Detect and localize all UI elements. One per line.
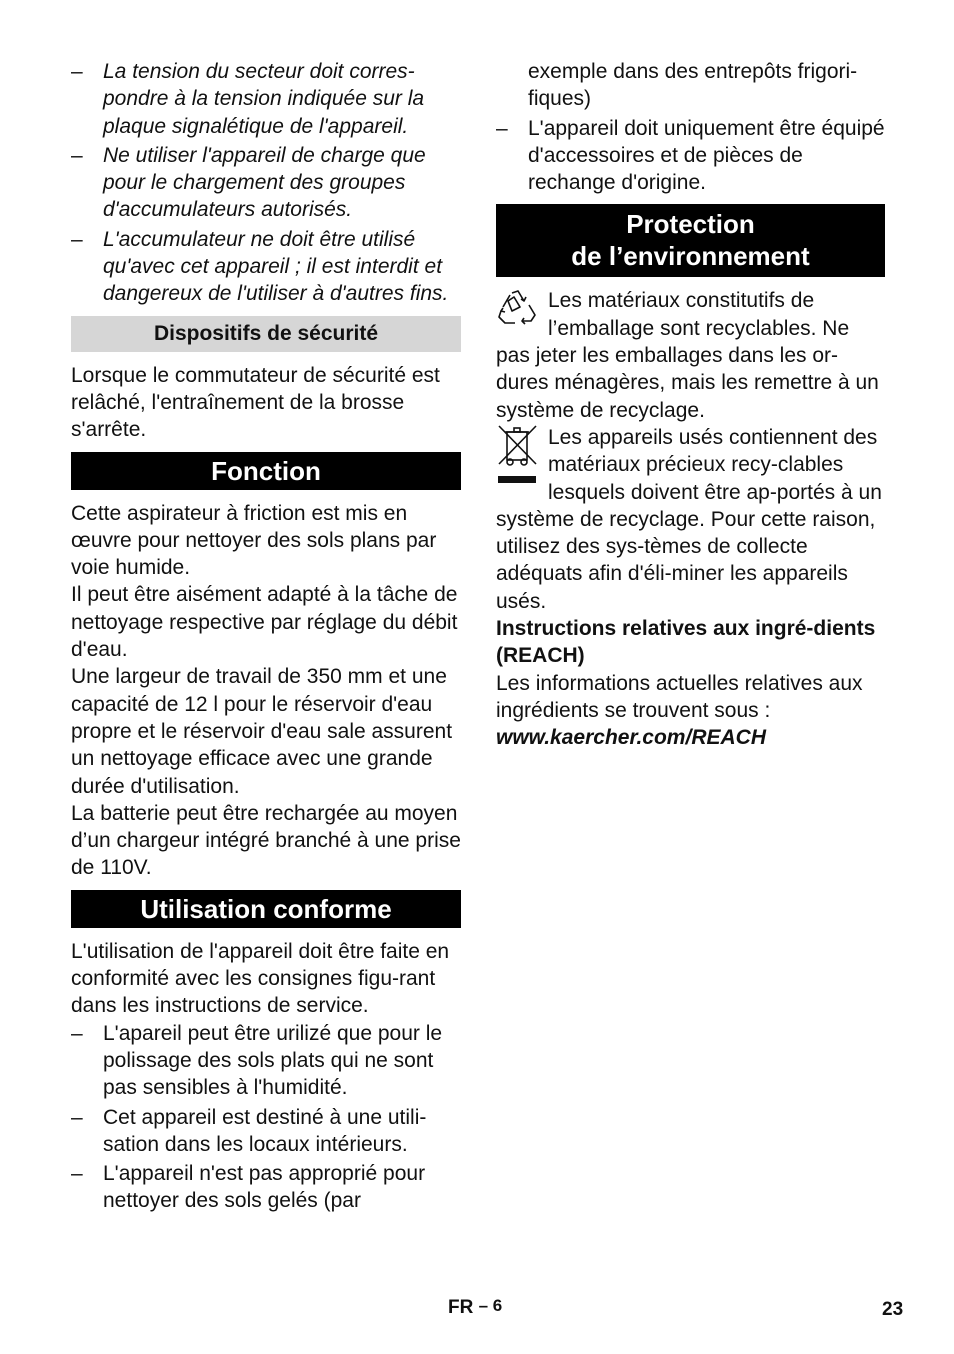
bullet-text: Cet appareil est destiné à une utili-sation dans les locaux intérieurs. — [103, 1105, 427, 1156]
recycle-icon-graphic — [496, 287, 540, 331]
bullet-text: L'appareil n'est pas approprié pour nettoyer des sols gelés (par — [103, 1162, 426, 1213]
reach-paragraph: Les informations actuelles relatives aux ingrédients se trouvent sous : — [496, 671, 863, 722]
bullet-text: La tension du secteur doit corres-pondre à la tension indiquée sur la plaque signalétique de l'appareil. — [103, 60, 425, 138]
continued-text: exemple dans des entrepôts frigori-fiques) — [528, 60, 858, 111]
utilisation-intro: L'utilisation de l'appareil doit être faite en conformité avec les consignes figu-rant dans les instructions de service. — [71, 939, 450, 1018]
fonction-paragraph-1: Cette aspirateur à friction est mis en œuvre pour nettoyer des sols plans par voie humide. — [71, 501, 437, 580]
bullet-text: L'appareil doit uniquement être équipé d'accessoires et de pièces de rechange d'origine. — [528, 116, 885, 195]
recycle-paragraph: Les matériaux constitutifs de l’emballage sont recyclables. Ne pas jeter les emballages dans les or-dures ménagères, mais les remettre à un système de recyclage. — [496, 289, 879, 422]
fonction-paragraph-4: La batterie peut être rechargée au moyen d’un chargeur intégré branché à une prise de 110V. — [71, 801, 461, 880]
language-code: FR — [448, 1297, 474, 1318]
section-heading-dispositifs: Dispositifs de sécurité — [71, 316, 461, 352]
list-item: – L'apareil peut être urilizé que pour le polissage des sols plats qui ne sont pas sensibles à l'humidité. — [71, 1021, 443, 1100]
list-item: – L'accumulateur ne doit être utilisé qu'avec cet appareil ; il est interdit et dangereux de l'utiliser à d'autres fins. — [71, 227, 449, 306]
safety-bullet-list — [71, 58, 461, 308]
heading-line-1: Protection — [626, 209, 755, 240]
weee-block — [496, 424, 885, 615]
fonction-paragraph-2: Il peut être aisément adapté à la tâche de nettoyage respective par réglage du débit d'eau. — [71, 583, 458, 662]
crossed-out-bin-icon — [496, 424, 544, 504]
weee-paragraph: Les appareils usés contiennent des matériaux précieux recy-clables lesquels doivent être ap-portés à un système de recyclage. Pour cette raison, utilisez des sys-tèmes de collecte adéquats afin d'éli-miner les appareils usés. — [496, 425, 882, 613]
heading-line-2: de l’environnement — [571, 241, 810, 272]
bullet-text: Ne utiliser l'appareil de charge que pour le chargement des groupes d'accumulateurs autorisés. — [103, 143, 426, 222]
list-item: – L'appareil n'est pas approprié pour nettoyer des sols gelés (par — [71, 1162, 426, 1213]
section-page: – 6 — [478, 1296, 503, 1315]
weee-icon-graphic — [496, 424, 540, 496]
section-heading-utilisation: Utilisation conforme — [71, 890, 461, 928]
reach-heading: Instructions relatives aux ingré-dients (REACH) — [496, 617, 876, 668]
page-footer-label — [448, 1297, 502, 1319]
list-item: – Ne utiliser l'appareil de charge que pour le chargement des groupes d'accumulateurs autorisés. — [71, 143, 426, 222]
bullet-text: L'accumulateur ne doit être utilisé qu'avec cet appareil ; il est interdit et dangereux de l'utiliser à d'autres fins. — [103, 227, 449, 306]
dispositifs-paragraph: Lorsque le commutateur de sécurité est relâché, l'entraînement de la brosse s'arrête. — [71, 363, 440, 442]
section-heading-environment — [496, 204, 885, 277]
list-item: – Cet appareil est destiné à une utili-sation dans les locaux intérieurs. — [71, 1105, 427, 1156]
right-column — [496, 58, 885, 752]
list-item: – La tension du secteur doit corres-pondre à la tension indiquée sur la plaque signalétique de l'appareil. — [71, 60, 425, 138]
recycle-icon — [496, 287, 544, 337]
utilisation-bullet-list — [71, 1020, 461, 1215]
fonction-paragraph-3: Une largeur de travail de 350 mm et une capacité de 12 l pour le réservoir d'eau propre et le réservoir d'eau sale assurent un nettoyage efficace avec une grande durée d'utilisation. — [71, 665, 453, 798]
reach-url-link[interactable]: www.kaercher.com/REACH — [496, 726, 766, 750]
recycle-block — [496, 287, 885, 423]
right-bullet-list — [496, 115, 885, 197]
list-item: – L'appareil doit uniquement être équipé d'accessoires et de pièces de rechange d'origine. — [496, 116, 885, 195]
left-column — [71, 58, 461, 1217]
section-heading-fonction: Fonction — [71, 452, 461, 490]
page-number: 23 — [882, 1299, 904, 1320]
bullet-text: L'apareil peut être urilizé que pour le polissage des sols plats qui ne sont pas sensibles à l'humidité. — [103, 1021, 443, 1100]
